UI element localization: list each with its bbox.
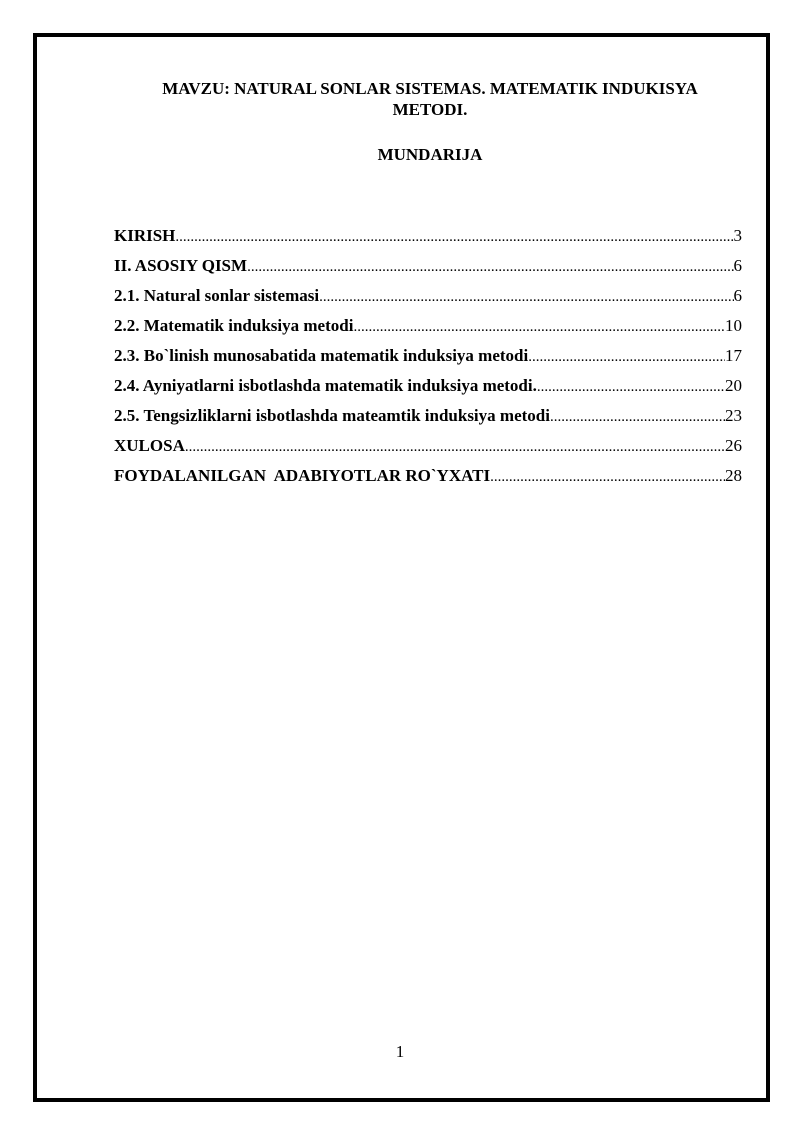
toc-heading: MUNDARIJA	[377, 145, 483, 164]
title-line-1: MAVZU: NATURAL SONLAR SISTEMAS. MATEMATIK INDUKISYA	[162, 79, 698, 98]
toc-entry[interactable]	[114, 464, 742, 494]
toc-entry-label: 2.5. Tengsizliklarni isbotlashda mateamtik induksiya metodi	[114, 406, 550, 425]
toc-leader-dots	[490, 465, 725, 489]
toc-leader-dots	[319, 285, 733, 309]
toc-entry-label: FOYDALANILGAN ADABIYOTLAR RO`YXATI	[114, 466, 491, 485]
title-line-2: METODI.	[392, 100, 468, 119]
toc-entry-page: 20	[725, 376, 742, 395]
toc-entry-label: XULOSA	[114, 436, 185, 455]
toc-entry-page: 23	[725, 406, 742, 425]
toc-entry-page: 28	[725, 466, 742, 485]
toc-entry-label: 2.1. Natural sonlar sistemasi	[114, 286, 320, 305]
page-border	[33, 33, 770, 1102]
table-of-contents	[114, 224, 742, 494]
toc-entry[interactable]	[114, 374, 742, 404]
toc-entry-page: 17	[725, 346, 742, 365]
toc-leader-dots	[550, 405, 725, 429]
toc-entry[interactable]	[114, 404, 742, 434]
toc-entry[interactable]	[114, 314, 742, 344]
toc-entry-page: 6	[733, 256, 742, 275]
toc-entry-label: KIRISH	[114, 226, 176, 245]
toc-entry-page: 10	[725, 316, 742, 335]
toc-leader-dots	[185, 435, 725, 459]
toc-entry[interactable]	[114, 344, 742, 374]
page-number: 1	[395, 1042, 405, 1061]
toc-leader-dots	[353, 315, 725, 339]
toc-entry[interactable]	[114, 224, 742, 254]
toc-entry[interactable]	[114, 284, 742, 314]
toc-entry[interactable]	[114, 434, 742, 464]
toc-entry[interactable]	[114, 254, 742, 284]
toc-leader-dots	[537, 375, 725, 399]
toc-entry-page: 26	[725, 436, 742, 455]
document-title	[110, 78, 750, 120]
toc-leader-dots	[175, 225, 733, 249]
toc-entry-page: 6	[733, 286, 742, 305]
toc-entry-label: 2.2. Matematik induksiya metodi	[114, 316, 354, 335]
toc-entry-label: II. ASOSIY QISM	[114, 256, 248, 275]
toc-entry-label: 2.3. Bo`linish munosabatida matematik induksiya metodi	[114, 346, 529, 365]
toc-leader-dots	[528, 345, 725, 369]
toc-entry-label: 2.4. Ayniyatlarni isbotlashda matematik induksiya metodi.	[114, 376, 537, 395]
toc-leader-dots	[247, 255, 733, 279]
toc-entry-page: 3	[733, 226, 742, 245]
